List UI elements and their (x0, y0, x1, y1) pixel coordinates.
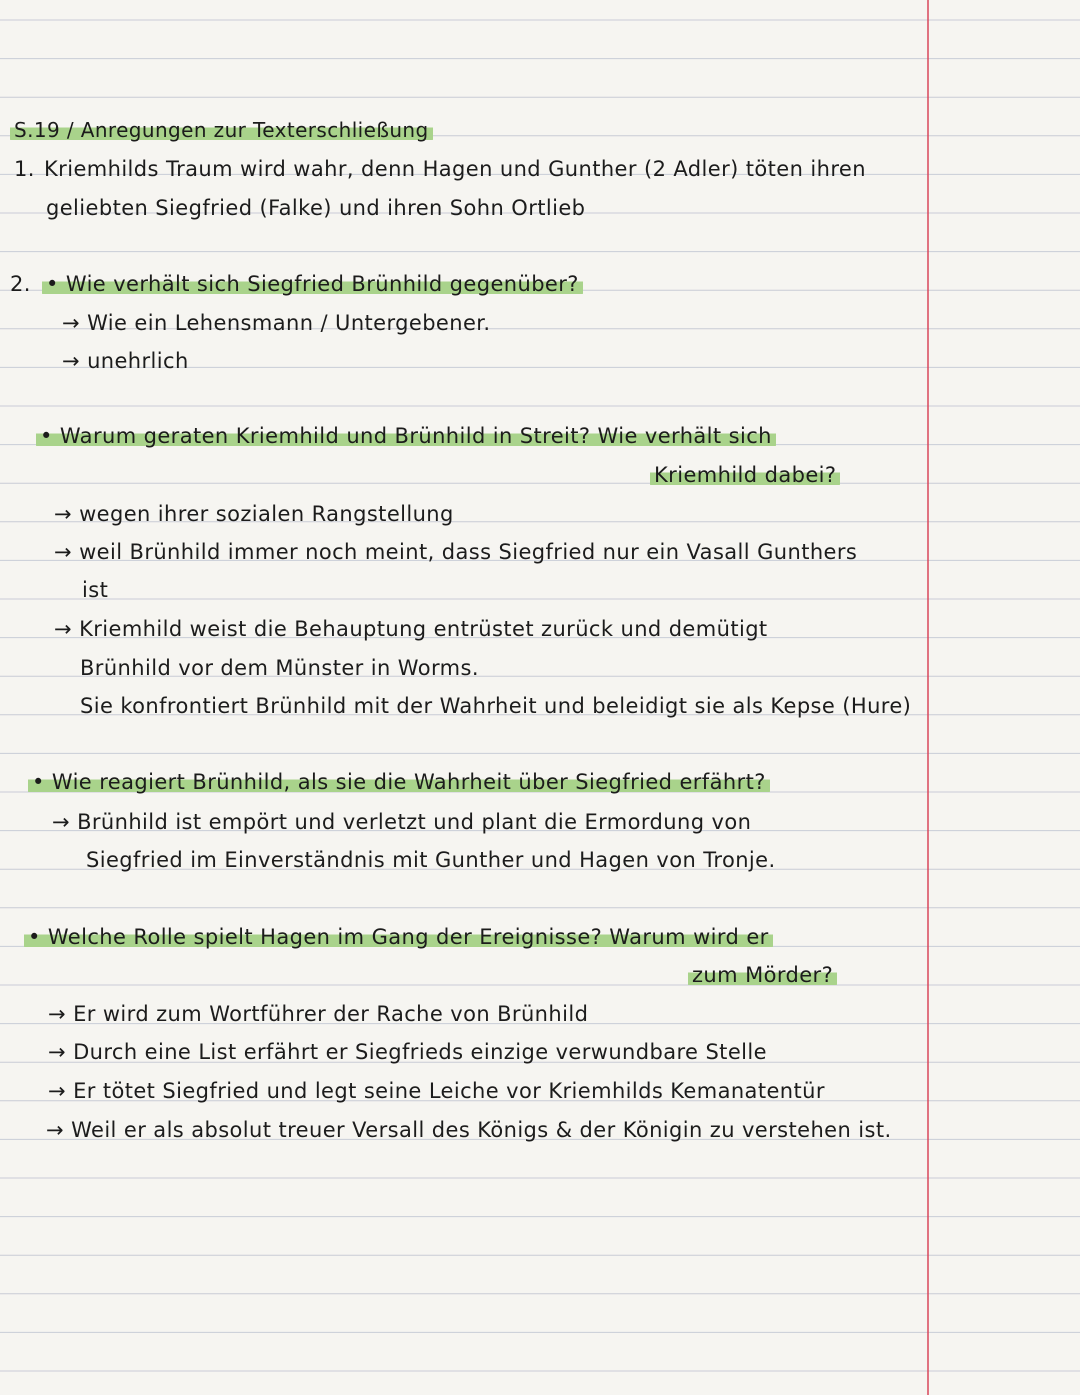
item-number-1: 1. (14, 157, 35, 181)
answer-5-a: → Er wird zum Wortführer der Rache von Brünhild (48, 1002, 589, 1026)
question-2: • Wie verhält sich Siegfried Brünhild gegenüber? (42, 270, 583, 298)
answer-4-a-cont: Siegfried im Einverständnis mit Gunther und Hagen von Tronje. (86, 848, 776, 872)
question-3-line-1: • Warum geraten Kriemhild und Brünhild in Streit? Wie verhält sich (36, 422, 776, 450)
answer-3-b-cont: ist (82, 578, 109, 602)
question-3-line-2: Kriemhild dabei? (650, 461, 840, 489)
answer-2-b: → unehrlich (62, 349, 189, 373)
question-5-line-1: • Welche Rolle spielt Hagen im Gang der Ereignisse? Warum wird er (24, 923, 773, 951)
question-5-line-2: zum Mörder? (688, 961, 837, 989)
answer-3-c-cont: Brünhild vor dem Münster in Worms. (80, 656, 479, 680)
page-heading: S.19 / Anregungen zur Texterschließung (10, 116, 433, 144)
item-number-2: 2. (10, 272, 31, 296)
answer-5-c: → Er tötet Siegfried und legt seine Leiche vor Kriemhilds Kemanatentür (48, 1079, 825, 1103)
answer-1-line-1: Kriemhilds Traum wird wahr, denn Hagen und Gunther (2 Adler) töten ihren (44, 157, 866, 181)
question-4: • Wie reagiert Brünhild, als sie die Wahrheit über Siegfried erfährt? (28, 768, 770, 796)
answer-5-b: → Durch eine List erfährt er Siegfrieds einzige verwundbare Stelle (48, 1040, 767, 1064)
answer-3-d: Sie konfrontiert Brünhild mit der Wahrheit und beleidigt sie als Kepse (Hure) (80, 694, 912, 718)
answer-2-a: → Wie ein Lehensmann / Untergebener. (62, 311, 491, 335)
answer-3-a: → wegen ihrer sozialen Rangstellung (54, 502, 454, 526)
answer-4-a: → Brünhild ist empört und verletzt und plant die Ermordung von (52, 810, 752, 834)
answer-3-c: → Kriemhild weist die Behauptung entrüstet zurück und demütigt (54, 617, 768, 641)
answer-5-d: → Weil er als absolut treuer Versall des Königs & der Königin zu verstehen ist. (46, 1118, 892, 1142)
answer-3-b: → weil Brünhild immer noch meint, dass Siegfried nur ein Vasall Gunthers (54, 540, 858, 564)
answer-1-line-2: geliebten Siegfried (Falke) und ihren Sohn Ortlieb (46, 196, 586, 220)
